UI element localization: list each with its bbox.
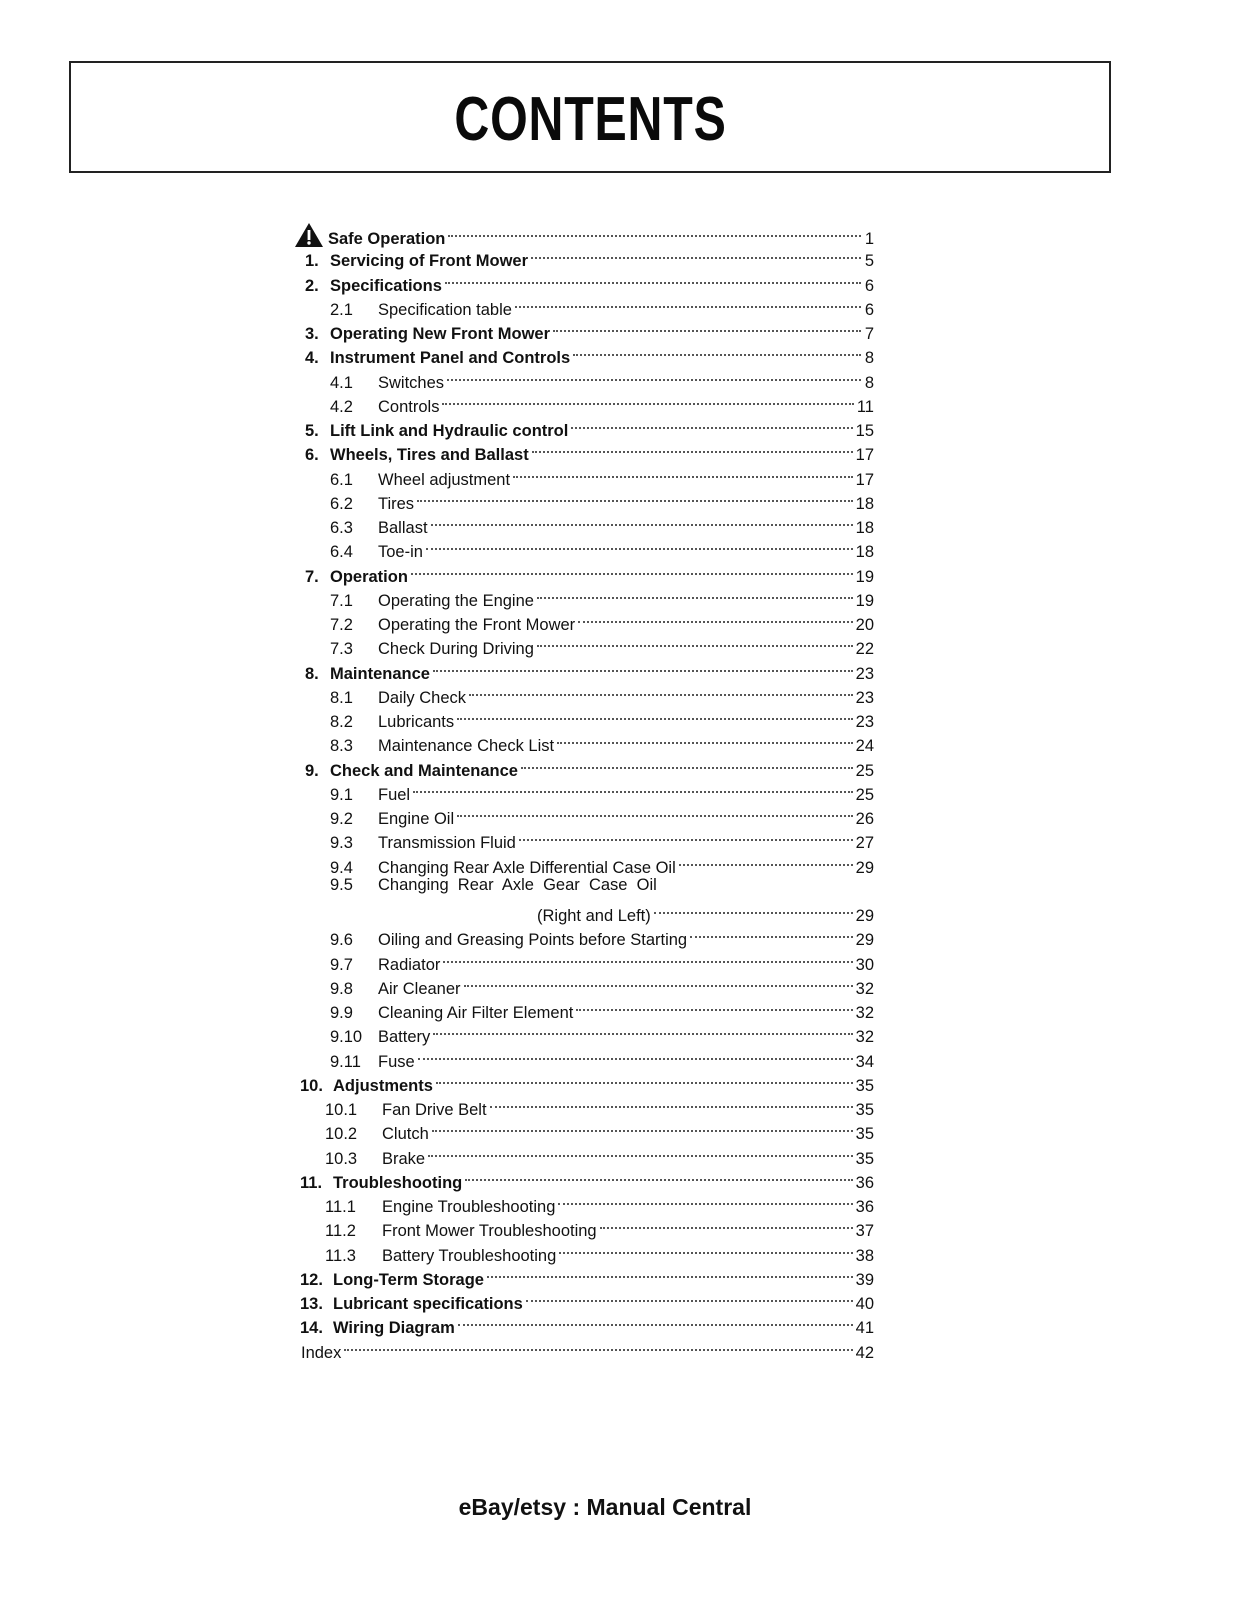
toc-entry-title[interactable]: Battery Troubleshooting bbox=[382, 1246, 557, 1265]
toc-entry bbox=[305, 558, 874, 586]
toc-entry-number: 4.2 bbox=[330, 397, 353, 416]
toc-entry-page[interactable]: 38 bbox=[855, 1246, 874, 1265]
toc-entry-title[interactable]: Servicing of Front Mower bbox=[330, 252, 529, 271]
toc-entry bbox=[325, 1212, 874, 1241]
toc-entry-title[interactable]: Wheels, Tires and Ballast bbox=[330, 446, 529, 465]
toc-entry-number: 9.4 bbox=[330, 858, 353, 877]
toc-entry-number: 6.2 bbox=[330, 494, 353, 513]
toc-entry bbox=[305, 436, 874, 465]
dot-leader bbox=[553, 315, 861, 339]
dot-leader bbox=[431, 509, 853, 533]
toc-entry-page[interactable]: 42 bbox=[855, 1343, 874, 1362]
toc-entry bbox=[325, 1237, 874, 1265]
toc-entry-title[interactable]: Radiator bbox=[378, 955, 441, 974]
toc-entry-number: 9.6 bbox=[330, 931, 353, 950]
dot-leader bbox=[344, 1334, 852, 1358]
toc-entry bbox=[330, 509, 874, 537]
toc-entry bbox=[330, 582, 874, 610]
toc-entry-title[interactable]: Battery bbox=[378, 1028, 431, 1047]
dot-leader bbox=[559, 1237, 852, 1261]
toc-entry-title[interactable]: Front Mower Troubleshooting bbox=[382, 1222, 597, 1241]
dot-leader bbox=[448, 220, 861, 244]
toc-entry bbox=[330, 291, 874, 319]
toc-entry-title[interactable]: Changing Rear Axle Differential Case Oil bbox=[378, 858, 676, 877]
toc-entry-page[interactable]: 22 bbox=[855, 640, 874, 659]
toc-entry-page[interactable]: 15 bbox=[855, 422, 874, 440]
toc-entry-page[interactable]: 19 bbox=[855, 591, 874, 610]
toc-entry-page[interactable]: 35 bbox=[855, 1149, 874, 1168]
toc-entry bbox=[330, 727, 874, 756]
toc-entry bbox=[330, 533, 874, 562]
dot-leader bbox=[654, 897, 853, 921]
toc-entry bbox=[330, 703, 874, 731]
dot-leader bbox=[469, 679, 853, 703]
toc-entry-page[interactable]: 37 bbox=[855, 1222, 874, 1241]
toc-entry-title[interactable]: Index bbox=[301, 1343, 342, 1362]
toc-entry-number: 2. bbox=[305, 276, 319, 295]
toc-entry-page[interactable]: 29 bbox=[855, 931, 874, 950]
toc-entry-number: 12. bbox=[300, 1270, 323, 1289]
toc-entry-number: 6.1 bbox=[330, 470, 353, 489]
toc-entry-page[interactable]: 18 bbox=[855, 543, 874, 562]
toc-entry-title[interactable]: Instrument Panel and Controls bbox=[330, 349, 571, 368]
toc-entry-page[interactable]: 29 bbox=[855, 858, 874, 877]
toc-entry-page[interactable]: 6 bbox=[864, 300, 874, 319]
toc-entry bbox=[305, 242, 874, 271]
toc-entry bbox=[330, 994, 874, 1022]
toc-entry-title[interactable]: Lubricants bbox=[378, 713, 455, 731]
toc-entry-number: 9.7 bbox=[330, 955, 353, 974]
toc-entry bbox=[301, 1334, 874, 1362]
toc-entry-page[interactable]: 11 bbox=[856, 397, 874, 416]
toc-entry-title[interactable]: Check and Maintenance bbox=[330, 761, 518, 780]
toc-entry bbox=[305, 752, 874, 780]
toc-entry-page[interactable]: 25 bbox=[855, 785, 874, 804]
toc-entry bbox=[330, 630, 874, 659]
dot-leader bbox=[558, 1188, 852, 1212]
toc-entry-title[interactable]: Transmission Fluid bbox=[378, 834, 516, 853]
toc-entry-number: 7.1 bbox=[330, 591, 353, 610]
dot-leader bbox=[457, 703, 853, 727]
toc-entry-page[interactable]: 18 bbox=[855, 494, 874, 513]
toc-entry bbox=[330, 1043, 874, 1071]
toc-entry bbox=[325, 1091, 874, 1119]
toc-entry-page[interactable]: 27 bbox=[855, 834, 874, 853]
toc-entry-title[interactable]: Daily Check bbox=[378, 688, 467, 707]
dot-leader bbox=[443, 946, 852, 970]
toc-entry-number: 4. bbox=[305, 349, 319, 368]
toc-entry-number: 7. bbox=[305, 567, 319, 586]
dot-leader bbox=[526, 1285, 853, 1309]
toc-entry-number: 9.11 bbox=[330, 1052, 361, 1071]
dot-leader bbox=[490, 1091, 853, 1115]
toc-entry-number: 4.1 bbox=[330, 373, 353, 392]
toc-entry-page[interactable]: 32 bbox=[855, 979, 874, 998]
toc-entry-title[interactable]: Maintenance bbox=[330, 664, 430, 683]
toc-entry-title[interactable]: Wheel adjustment bbox=[378, 470, 511, 489]
toc-entry-page[interactable]: 5 bbox=[864, 252, 874, 271]
dot-leader bbox=[573, 339, 861, 363]
toc-entry bbox=[325, 1115, 874, 1144]
toc-entry-page[interactable]: 7 bbox=[864, 325, 874, 343]
toc-entry-title[interactable]: Safe Operation bbox=[328, 230, 446, 248]
toc-entry-number: 6.4 bbox=[330, 543, 353, 562]
toc-entry-title[interactable]: Adjustments bbox=[333, 1076, 433, 1095]
toc-entry bbox=[294, 218, 874, 248]
toc-entry-page[interactable]: 36 bbox=[855, 1198, 874, 1216]
toc-entry bbox=[325, 1188, 874, 1216]
dot-leader bbox=[537, 582, 853, 606]
toc-entry-page[interactable]: 41 bbox=[855, 1319, 874, 1338]
toc-entry bbox=[300, 1261, 874, 1289]
toc-entry-title[interactable]: Changing Rear Axle Gear Case Oil bbox=[378, 875, 657, 894]
dot-leader bbox=[521, 752, 853, 776]
toc-entry-page[interactable]: 26 bbox=[855, 810, 874, 828]
toc-entry-page[interactable]: 17 bbox=[855, 446, 874, 465]
toc-entry-title[interactable]: Long-Term Storage bbox=[333, 1270, 484, 1289]
toc-entry-title[interactable]: Oiling and Greasing Points before Starting bbox=[378, 931, 688, 950]
dot-leader bbox=[417, 485, 853, 509]
toc-entry-number: 13. bbox=[300, 1295, 323, 1313]
toc-entry-title[interactable]: Engine Troubleshooting bbox=[382, 1198, 556, 1216]
toc-entry-page[interactable]: 32 bbox=[855, 1028, 874, 1047]
toc-entry-title[interactable]: Operating the Engine bbox=[378, 591, 534, 610]
toc-entry bbox=[330, 388, 874, 416]
toc-entry-page[interactable]: 35 bbox=[855, 1125, 874, 1144]
toc-entry-number: 2.1 bbox=[330, 300, 353, 319]
toc-entry bbox=[305, 655, 874, 683]
toc-entry-number: 9.1 bbox=[330, 785, 353, 804]
toc-entry bbox=[330, 849, 874, 877]
dot-leader bbox=[464, 970, 853, 994]
toc-entry-number: 10.1 bbox=[325, 1101, 358, 1119]
dot-leader bbox=[447, 364, 861, 388]
dot-leader bbox=[537, 630, 853, 654]
page-title: CONTENTS bbox=[453, 84, 727, 154]
dot-leader bbox=[513, 461, 853, 485]
toc-entry-page[interactable]: 18 bbox=[855, 519, 874, 537]
toc-entry-number: 8.3 bbox=[330, 737, 353, 756]
toc-entry-page[interactable]: 8 bbox=[864, 373, 874, 392]
toc-entry-number: 9.3 bbox=[330, 834, 353, 853]
toc-entry bbox=[330, 1018, 874, 1047]
toc-entry-title[interactable]: Operating New Front Mower bbox=[330, 325, 551, 343]
toc-entry-number: 9.9 bbox=[330, 1004, 353, 1022]
toc-entry-number: 9.2 bbox=[330, 810, 353, 828]
toc-entry bbox=[305, 315, 874, 343]
toc-entry-page[interactable]: 29 bbox=[855, 907, 874, 925]
toc-entry-number: 8.1 bbox=[330, 688, 353, 707]
toc-entry-title[interactable]: Controls bbox=[378, 397, 440, 416]
toc-entry-number: 6.3 bbox=[330, 519, 353, 537]
toc-entry-page[interactable]: 23 bbox=[855, 713, 874, 731]
toc-entry-page[interactable]: 35 bbox=[855, 1076, 874, 1095]
toc-entry-number: 10. bbox=[300, 1076, 323, 1095]
toc-entry bbox=[300, 1309, 874, 1338]
toc-entry-title[interactable]: Tires bbox=[378, 494, 415, 513]
title-box bbox=[69, 61, 1111, 173]
toc-entry-number: 1. bbox=[305, 252, 319, 271]
toc-entry-number: 11. bbox=[300, 1173, 323, 1192]
toc-entry-number: 7.3 bbox=[330, 640, 353, 659]
toc-entry-page[interactable]: 25 bbox=[855, 761, 874, 780]
toc-entry-number: 9. bbox=[305, 761, 319, 780]
toc-entry bbox=[300, 1164, 874, 1192]
toc-entry bbox=[330, 461, 874, 489]
toc-entry-page[interactable]: 30 bbox=[855, 955, 874, 974]
toc-entry bbox=[330, 946, 874, 974]
toc-entry-title[interactable]: Check During Driving bbox=[378, 640, 534, 659]
toc-entry-page[interactable]: 35 bbox=[855, 1101, 874, 1119]
toc-entry-title[interactable]: Lift Link and Hydraulic control bbox=[330, 422, 569, 440]
toc-entry-number: 14. bbox=[300, 1319, 323, 1338]
dot-leader bbox=[600, 1212, 853, 1236]
dot-leader bbox=[532, 436, 853, 460]
toc-entry-page[interactable]: 23 bbox=[855, 688, 874, 707]
toc-entry bbox=[330, 873, 874, 897]
toc-entry-title[interactable]: Specifications bbox=[330, 276, 442, 295]
toc-entry bbox=[330, 606, 874, 634]
toc-entry-title[interactable]: Air Cleaner bbox=[378, 979, 461, 998]
toc-entry bbox=[305, 339, 874, 368]
toc-entry-title[interactable]: Cleaning Air Filter Element bbox=[378, 1004, 574, 1022]
toc-entry-title[interactable]: Switches bbox=[378, 373, 445, 392]
toc-entry-page[interactable]: 17 bbox=[855, 470, 874, 489]
toc-entry-number: 10.2 bbox=[325, 1125, 358, 1144]
dot-leader bbox=[411, 558, 853, 582]
toc-entry-number: 3. bbox=[305, 325, 319, 343]
toc-entry bbox=[330, 970, 874, 998]
dot-leader bbox=[531, 242, 861, 266]
dot-leader bbox=[436, 1067, 853, 1091]
toc-entry-number: 5. bbox=[305, 422, 319, 440]
toc-entry-number: 11.3 bbox=[325, 1246, 356, 1265]
dot-leader bbox=[442, 388, 853, 412]
toc-entry bbox=[330, 776, 874, 804]
toc-entry-number: 10.3 bbox=[325, 1149, 358, 1168]
dot-leader bbox=[690, 921, 853, 945]
toc-entry-page[interactable]: 32 bbox=[855, 1004, 874, 1022]
toc-entry-title[interactable]: Lubricant specifications bbox=[333, 1295, 523, 1313]
dot-leader bbox=[426, 533, 853, 557]
toc-entry-title[interactable]: Fan Drive Belt bbox=[382, 1101, 487, 1119]
dot-leader bbox=[465, 1164, 852, 1188]
toc-entry bbox=[330, 679, 874, 707]
toc-entry-page[interactable]: 19 bbox=[855, 567, 874, 586]
dot-leader bbox=[487, 1261, 853, 1285]
toc-entry-title[interactable]: Wiring Diagram bbox=[333, 1319, 455, 1338]
toc-entry-page[interactable]: 40 bbox=[855, 1295, 874, 1313]
toc-entry bbox=[330, 800, 874, 828]
dot-leader bbox=[418, 1043, 853, 1067]
dot-leader bbox=[433, 655, 853, 679]
toc-entry-title[interactable]: Troubleshooting bbox=[333, 1173, 463, 1192]
toc-entry-number: 9.8 bbox=[330, 979, 353, 998]
footer-watermark: eBay/etsy : Manual Central bbox=[458, 1494, 752, 1520]
toc-entry-title[interactable]: Operating the Front Mower bbox=[378, 616, 576, 634]
toc-entry-number: 9.10 bbox=[330, 1028, 363, 1047]
toc-entry bbox=[330, 824, 874, 853]
toc-entry-page[interactable]: 23 bbox=[855, 664, 874, 683]
toc-entry-page[interactable]: 1 bbox=[864, 230, 874, 248]
dot-leader bbox=[576, 994, 852, 1018]
toc-entry-page[interactable]: 36 bbox=[855, 1173, 874, 1192]
dot-leader bbox=[557, 727, 853, 751]
toc-entry-number: 11.1 bbox=[325, 1198, 356, 1216]
toc-entry-page[interactable]: 6 bbox=[864, 276, 874, 295]
toc-entry-page[interactable]: 34 bbox=[855, 1052, 874, 1071]
toc-entry-title[interactable]: Specification table bbox=[378, 300, 512, 319]
dot-leader bbox=[445, 267, 861, 291]
toc-entry bbox=[305, 412, 874, 440]
toc-entry-title[interactable]: Fuse bbox=[378, 1052, 415, 1071]
toc-entry bbox=[330, 485, 874, 513]
dot-leader bbox=[519, 824, 853, 848]
toc-entry-title[interactable]: Engine Oil bbox=[378, 810, 455, 828]
dot-leader bbox=[413, 776, 853, 800]
toc-entry-number: 6. bbox=[305, 446, 319, 465]
toc-entry-title[interactable]: Ballast bbox=[378, 519, 428, 537]
toc-entry-number: 11.2 bbox=[325, 1222, 356, 1241]
toc-entry bbox=[330, 921, 874, 950]
toc-entry-number: 9.5 bbox=[330, 875, 353, 894]
toc-entry-page[interactable]: 20 bbox=[855, 616, 874, 634]
toc-entry-title-continued[interactable]: (Right and Left) bbox=[537, 907, 651, 925]
toc-entry-title[interactable]: Operation bbox=[330, 567, 408, 586]
dot-leader bbox=[679, 849, 853, 873]
toc-entry-title[interactable]: Clutch bbox=[382, 1125, 429, 1144]
toc-entry-page[interactable]: 39 bbox=[855, 1270, 874, 1289]
toc-entry-page[interactable]: 24 bbox=[855, 737, 874, 756]
toc-entry bbox=[300, 1067, 874, 1095]
toc-entry-title[interactable]: Maintenance Check List bbox=[378, 737, 555, 756]
dot-leader bbox=[571, 412, 852, 436]
toc-entry-page[interactable]: 8 bbox=[864, 349, 874, 368]
dot-leader bbox=[432, 1115, 853, 1139]
dot-leader bbox=[428, 1140, 853, 1164]
dot-leader bbox=[578, 606, 852, 630]
toc-entry-number: 7.2 bbox=[330, 616, 353, 634]
dot-leader bbox=[458, 1309, 853, 1333]
toc-entry-title[interactable]: Fuel bbox=[378, 785, 411, 804]
dot-leader bbox=[433, 1018, 852, 1042]
toc-entry bbox=[325, 1140, 874, 1168]
toc-entry-number: 8. bbox=[305, 664, 319, 683]
toc-entry-title[interactable]: Brake bbox=[382, 1149, 426, 1168]
toc-entry bbox=[305, 267, 874, 295]
toc-entry-number: 8.2 bbox=[330, 713, 353, 731]
dot-leader bbox=[515, 291, 861, 315]
toc-entry-title[interactable]: Toe-in bbox=[378, 543, 423, 562]
toc-entry-continuation bbox=[537, 897, 874, 925]
toc-entry bbox=[300, 1285, 874, 1313]
toc-entry bbox=[330, 364, 874, 392]
dot-leader bbox=[457, 800, 853, 824]
